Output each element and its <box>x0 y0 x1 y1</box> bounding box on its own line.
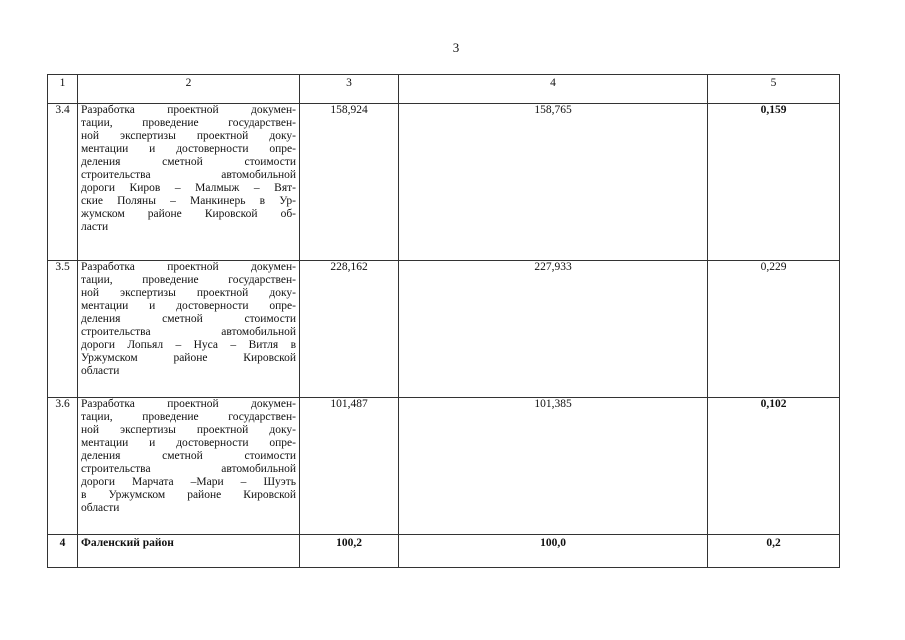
row-col3-value: 101,487 <box>300 398 399 535</box>
desc-line: строительства автомобильной <box>81 169 296 181</box>
desc-line: тации, проведение государствен- <box>81 117 296 129</box>
desc-line: ной экспертизы проектной доку- <box>81 424 296 436</box>
table-header-row <box>48 75 840 104</box>
header-cell-3: 3 <box>300 75 399 104</box>
row-col4-value: 227,933 <box>399 261 708 398</box>
row-number: 3.5 <box>48 261 78 398</box>
desc-line: деления сметной стоимости <box>81 156 296 168</box>
row-number: 3.6 <box>48 398 78 535</box>
total-description: Фаленский район <box>78 535 300 568</box>
row-col3-value: 158,924 <box>300 104 399 261</box>
header-cell-1: 1 <box>48 75 78 104</box>
row-col4-value: 101,385 <box>399 398 708 535</box>
header-cell-4: 4 <box>399 75 708 104</box>
desc-line: области <box>81 502 120 514</box>
row-number: 3.4 <box>48 104 78 261</box>
desc-line: жумском районе Кировской об- <box>81 208 296 220</box>
header-cell-5: 5 <box>708 75 840 104</box>
row-description <box>78 261 300 398</box>
desc-line: ментации и достоверности опре- <box>81 300 296 312</box>
total-col5-value: 0,2 <box>708 535 840 568</box>
desc-line: строительства автомобильной <box>81 326 296 338</box>
header-cell-2: 2 <box>78 75 300 104</box>
desc-line: Уржумском районе Кировской <box>81 352 296 364</box>
desc-line: ной экспертизы проектной доку- <box>81 130 296 142</box>
desc-line: ментации и достоверности опре- <box>81 143 296 155</box>
desc-line: дороги Лопьял – Нуса – Витля в <box>81 339 296 351</box>
desc-line: дороги Марчата –Мари – Шуэть <box>81 476 296 488</box>
table-row <box>48 104 840 261</box>
desc-line: в Уржумском районе Кировской <box>81 489 296 501</box>
desc-line: ной экспертизы проектной доку- <box>81 287 296 299</box>
desc-line: тации, проведение государствен- <box>81 274 296 286</box>
total-col4-value: 100,0 <box>399 535 708 568</box>
row-col5-value: 0,159 <box>708 104 840 261</box>
desc-line: деления сметной стоимости <box>81 313 296 325</box>
desc-line: ские Поляны – Манкинерь в Ур- <box>81 195 296 207</box>
desc-line: области <box>81 365 120 377</box>
total-number: 4 <box>48 535 78 568</box>
desc-line: тации, проведение государствен- <box>81 411 296 423</box>
desc-line: Разработка проектной докумен- <box>81 398 296 410</box>
desc-line: Разработка проектной докумен- <box>81 261 296 273</box>
desc-line: ментации и достоверности опре- <box>81 437 296 449</box>
row-col4-value: 158,765 <box>399 104 708 261</box>
table-row <box>48 398 840 535</box>
budget-table <box>47 74 840 568</box>
desc-line: деления сметной стоимости <box>81 450 296 462</box>
desc-line: Разработка проектной докумен- <box>81 104 296 116</box>
row-description <box>78 104 300 261</box>
desc-line: строительства автомобильной <box>81 463 296 475</box>
row-col5-value: 0,102 <box>708 398 840 535</box>
table-total-row <box>48 535 840 568</box>
table-row <box>48 261 840 398</box>
desc-line: ласти <box>81 221 109 233</box>
row-col5-value: 0,229 <box>708 261 840 398</box>
desc-line: дороги Киров – Малмыж – Вят- <box>81 182 296 194</box>
row-description <box>78 398 300 535</box>
total-col3-value: 100,2 <box>300 535 399 568</box>
row-col3-value: 228,162 <box>300 261 399 398</box>
page-number: 3 <box>452 40 460 55</box>
